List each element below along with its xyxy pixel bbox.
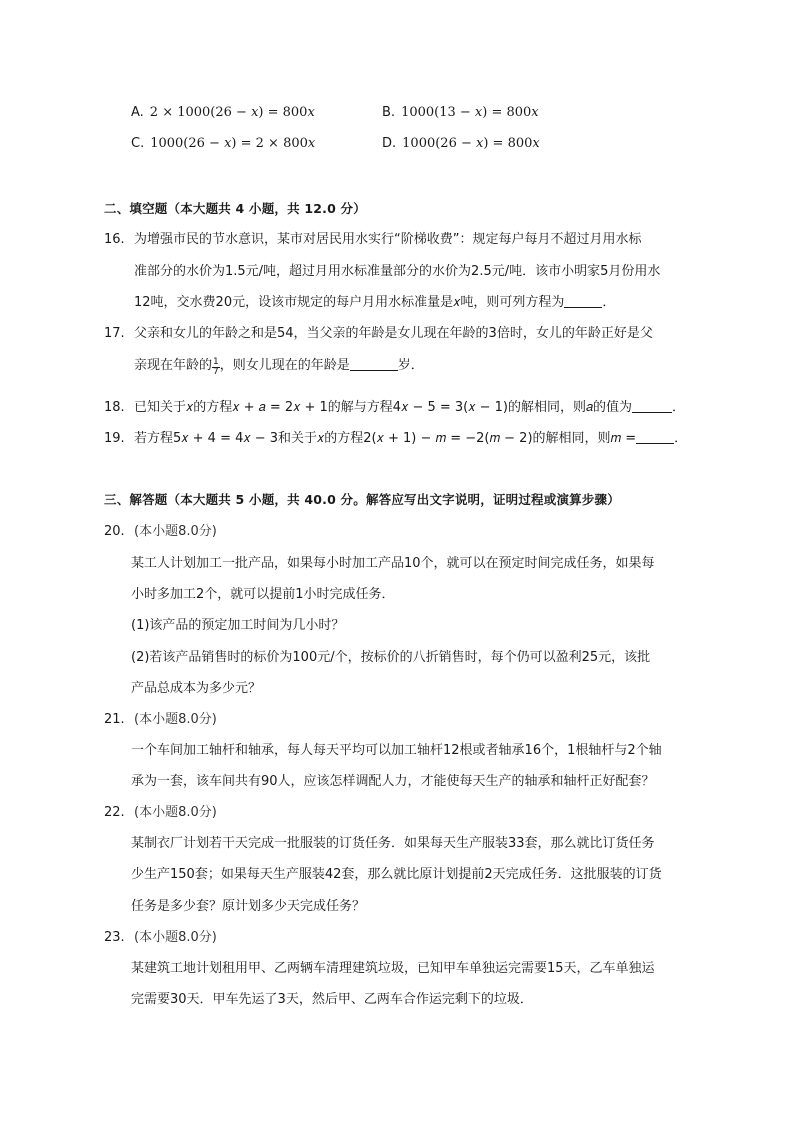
q23-header [104,926,217,945]
q20-text-5: 产品总成本为多少元？ [131,681,262,696]
q18-line [104,396,685,415]
q22-text-1: 某制衣厂计划若干天完成一批服装的订货任务．如果每天生产服装33套，那么就比订货任务 [131,836,655,851]
q16-end: ． [602,295,616,310]
section-2-title: 二、填空题（本大题共 4 小题，共 12.0 分） [104,201,366,216]
q17-line-2 [134,354,424,377]
q23-number: 23. [104,930,125,945]
option-a [131,105,315,120]
q18-text: 已知关于𝑥的方程𝑥 + 𝑎 = 2𝑥 + 1的解与方程4𝑥 − 5 = 3(𝑥 − 1)的解相同，则𝑎的值为 [134,400,633,415]
q20-text-2: 小时多加工2个，就可以提前1小时完成任务． [131,587,395,602]
option-b-expr: 1000(13 − 𝑥) = 800𝑥 [401,105,539,120]
q21-text-1: 一个车间加工轴杆和轴承，每人每天平均可以加工轴杆12根或者轴承16个，1根轴杆与2个轴 [131,743,662,758]
section-3-title: 三、解答题（本大题共 5 小题，共 40.0 分。解答应写出文字说明，证明过程或演算步骤） [104,492,620,507]
q20-text-3: (1)该产品的预定加工时间为几小时？ [131,618,345,633]
q18-answer-blank[interactable] [632,400,672,413]
q22-text-3: 任务是多少套？原计划多少天完成任务？ [131,899,366,914]
q20-text-1: 某工人计划加工一批产品，如果每小时加工产品10个，就可以在预定时间完成任务，如果每 [131,556,655,571]
q16-text-1: 为增强市民的节水意识，某市对居民用水实行“阶梯收费”：规定每户每月不超过月用水标 [134,232,642,247]
option-d [382,136,540,151]
q21-points: (本小题8.0分) [134,712,217,727]
q22-number: 22. [104,805,125,820]
q19-answer-blank[interactable] [636,431,674,444]
q16-text-3: 12吨，交水费20元，设该市规定的每户月用水标准量是𝑥吨，则可列方程为 [134,295,565,310]
q17-text-1: 父亲和女儿的年龄之和是54，当父亲的年龄是女儿现在年龄的3倍时，女儿的年龄正好是父 [134,326,653,341]
q19-number: 19. [104,431,125,446]
q23-points: (本小题8.0分) [134,930,217,945]
option-a-expr: 2 × 1000(26 − 𝑥) = 800𝑥 [149,105,315,120]
q21-header [104,708,217,727]
q17-fraction [212,358,220,377]
q17-answer-blank[interactable] [350,358,398,371]
q19-text: 若方程5𝑥 + 4 = 4𝑥 − 3和关于𝑥的方程2(𝑥 + 1) − 𝑚 = −2(𝑚 − 2)的解相同，则𝑚 = [134,431,637,446]
q17-fraction-numerator: 1 [213,357,219,367]
q20-number: 20. [104,524,125,539]
q18-end: ． [672,400,686,415]
q18-number: 18. [104,400,125,415]
q22-text-2: 少生产150套；如果每天生产服装42套，那么就比原计划提前2天完成任务．这批服装的订货 [131,867,662,882]
q16-number: 16. [104,232,125,247]
q16-answer-blank[interactable] [564,295,602,308]
q19-end: ． [674,431,688,446]
option-d-label: D. [382,136,397,151]
q23-text-1: 某建筑工地计划租用甲、乙两辆车清理建筑垃圾，已知甲车单独运完需要15天，乙车单独运 [131,961,655,976]
q17-text-2a: 亲现在年龄的 [134,358,213,373]
option-b-label: B. [382,105,396,120]
q22-header [104,801,217,820]
q19-line [104,427,687,446]
option-a-label: A. [131,105,144,120]
q17-text-2b: ，则女儿现在的年龄是 [219,358,350,373]
q23-text-2: 完需要30天．甲车先运了3天，然后甲、乙两车合作运完剩下的垃圾． [131,992,533,1007]
q20-header [104,520,217,539]
q16-text-2: 准部分的水价为1.5元/吨，超过月用水标准量部分的水价为2.5元/吨．该市小明家5月份用水 [134,264,661,279]
option-c [131,136,315,151]
q17-fraction-denominator: 7 [213,367,219,377]
q16-line-3 [134,291,615,310]
q17-number: 17. [104,326,125,341]
q22-points: (本小题8.0分) [134,805,217,820]
option-c-expr: 1000(26 − 𝑥) = 2 × 800𝑥 [150,136,316,151]
q21-number: 21. [104,712,125,727]
option-b [382,105,539,120]
q21-text-2: 承为一套，该车间共有90人，应该怎样调配人力，才能使每天生产的轴承和轴杆正好配套？ [131,774,655,789]
q20-text-4: (2)若该产品销售时的标价为100元/个，按标价的八折销售时，每个仍可以盈利25元，该批 [131,650,651,665]
q16-line-1 [104,228,641,247]
q17-text-2c: 岁． [397,358,424,373]
option-d-expr: 1000(26 − 𝑥) = 800𝑥 [402,136,540,151]
q20-points: (本小题8.0分) [134,524,217,539]
q17-line-1 [104,322,653,341]
option-c-label: C. [131,136,145,151]
